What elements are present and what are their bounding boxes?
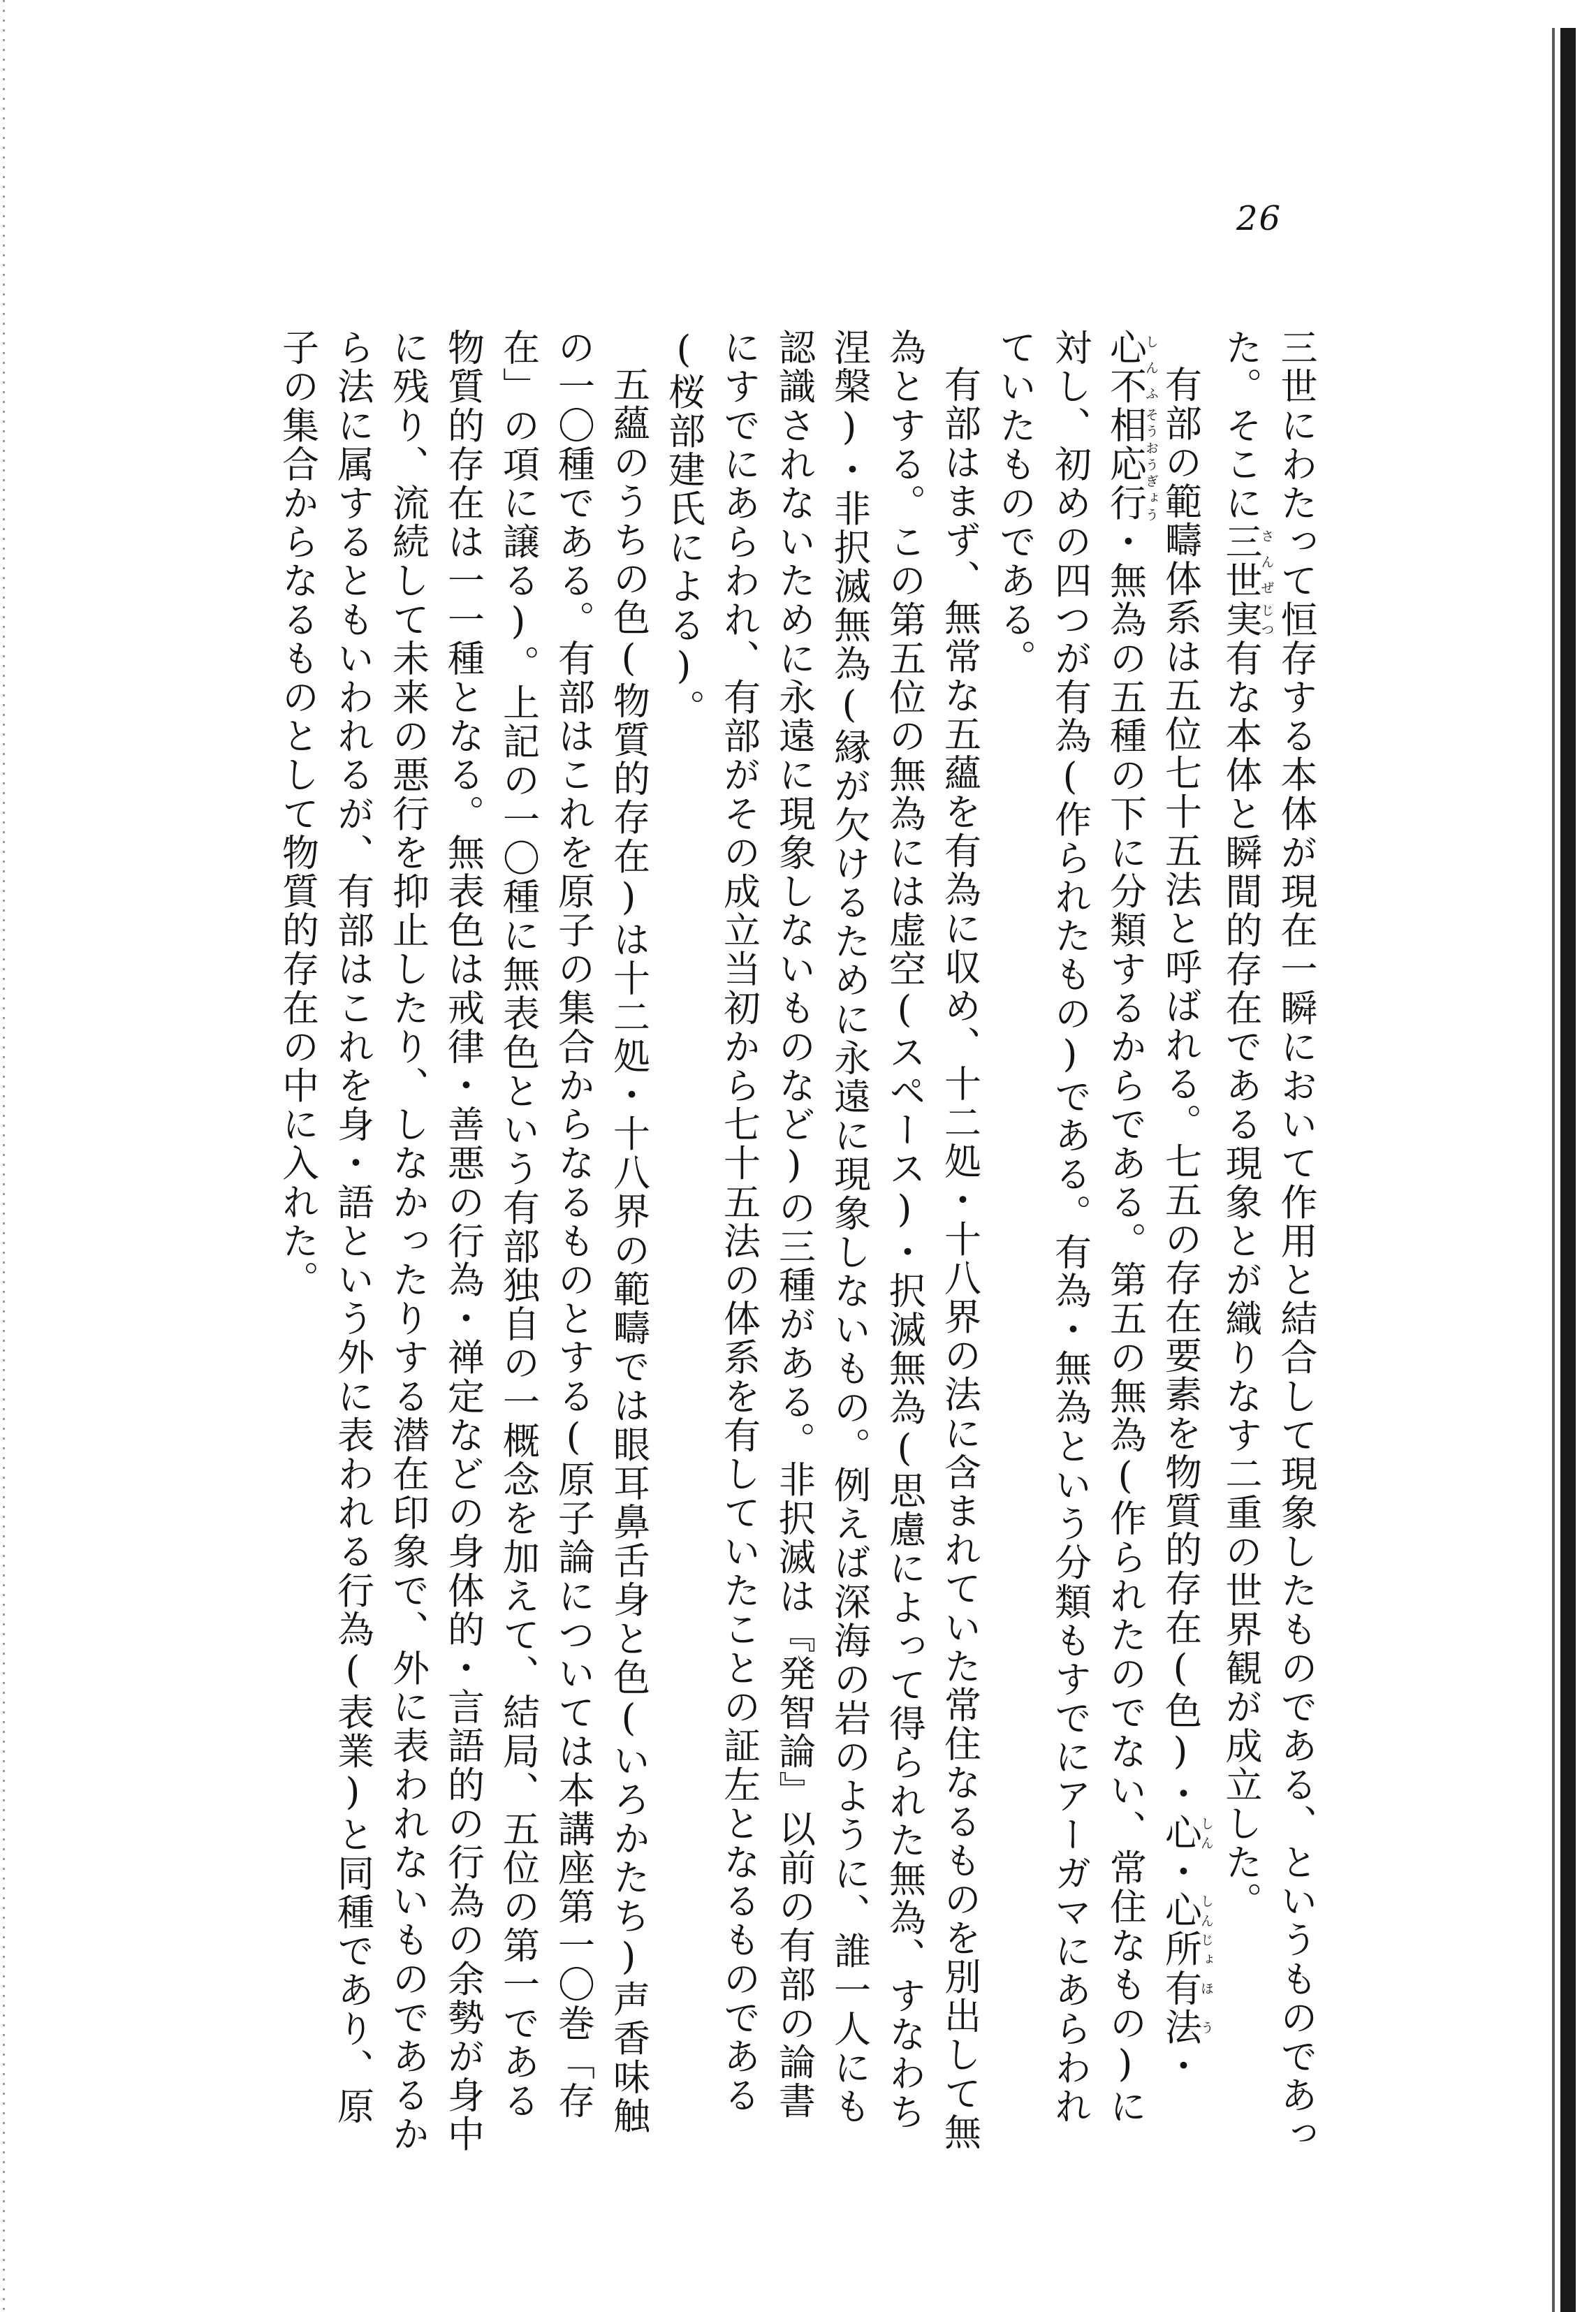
paragraph-2 <box>988 328 1214 2158</box>
ruby-jitsu: 実じつ <box>1220 600 1275 639</box>
scan-edge-left <box>3 0 5 2312</box>
paragraph-2-text-a: 有部の範疇体系は五位七十五法と呼ばれる。七五の存在要素を物質的存在(色)・ <box>1159 365 1202 1814</box>
paragraph-1-text-a: 三世にわたって恒存する本体が現在一瞬において作用と結合して現象したものである、というものであった。そこに <box>1220 328 1317 2154</box>
paragraph-2-text-d: ・無為の五種の下に分類するからである。第五の無為(作られたのでない、常住なもの)に対し、初めの四つが有為(作られたもの)である。有為・無為という分類もすでにアーガマにあらわれていたものである。 <box>993 328 1147 2126</box>
ruby-shin: 心しん <box>1159 1813 1214 1852</box>
paragraph-1 <box>1213 328 1324 2158</box>
ruby-soogyo: 相応行そうおうぎょう <box>1104 406 1159 523</box>
binding-shadow <box>1560 28 1576 2312</box>
paragraph-2-text-b: ・ <box>1159 1852 1202 1892</box>
ruby-sanze: 三世さんぜ <box>1220 522 1275 601</box>
paragraph-2-text-c: ・ <box>1159 2046 1202 2086</box>
paragraph-3: 有部はまず、無常な五蘊を有為に収め、十二処・十八界の法に含まれていた常住なるものを別出して無為とする。この第五位の無為には虚空(スペース)・択滅無為(思慮によって得られた無為、すなわち涅槃)・非択滅無為(縁が欠けるために永遠に現象しないもの。例えば深海の岩のように、誰一人にも認識されないために永遠に現象しないものなど)の三種がある。非択滅は『発智論』以前の有部の論書にすでにあらわれ、有部がその成立当初から七十五法の体系を有していたことの証左となるものである(桜部建氏による)。 <box>662 328 981 2152</box>
paragraph-4: 五蘊のうちの色(物質的存在)は十二処・十八界の範疇では眼耳鼻舌身と色(いろかたち)声香味触の一〇種である。有部はこれを原子の集合からなるものとする(原子論については本講座第一〇巻「存在」の項に譲る)。上記の一〇種に無表色という有部独自の一概念を加えて、結局、五位の第一である物質的存在は一一種となる。無表色は戒律・善悪の行為・禅定などの身体的・言語的の行為の余勢が身中に残り、流続して未来の悪行を抑止したり、しなかったりする潜在印象で、外に表われないものであるから法に属するともいわれるが、有部はこれを身・語という外に表われる行為(表業)と同種であり、原子の集合からなるものとして物質的存在の中に入れた。 <box>276 328 650 2154</box>
page-number: 26 <box>1236 199 1282 238</box>
ruby-ho: 有法ほう <box>1159 1968 1214 2047</box>
paragraph-1-text-b: 有な本体と瞬間的存在である現象とが織りなす二重の世界観が成立した。 <box>1220 638 1262 1921</box>
ruby-shinjo: 心所しんじょ <box>1159 1891 1214 1969</box>
ruby-shinfu: 心不しんふ <box>1104 328 1159 407</box>
body-text <box>270 328 1324 2158</box>
binding-shadow-thin <box>1552 28 1555 2312</box>
